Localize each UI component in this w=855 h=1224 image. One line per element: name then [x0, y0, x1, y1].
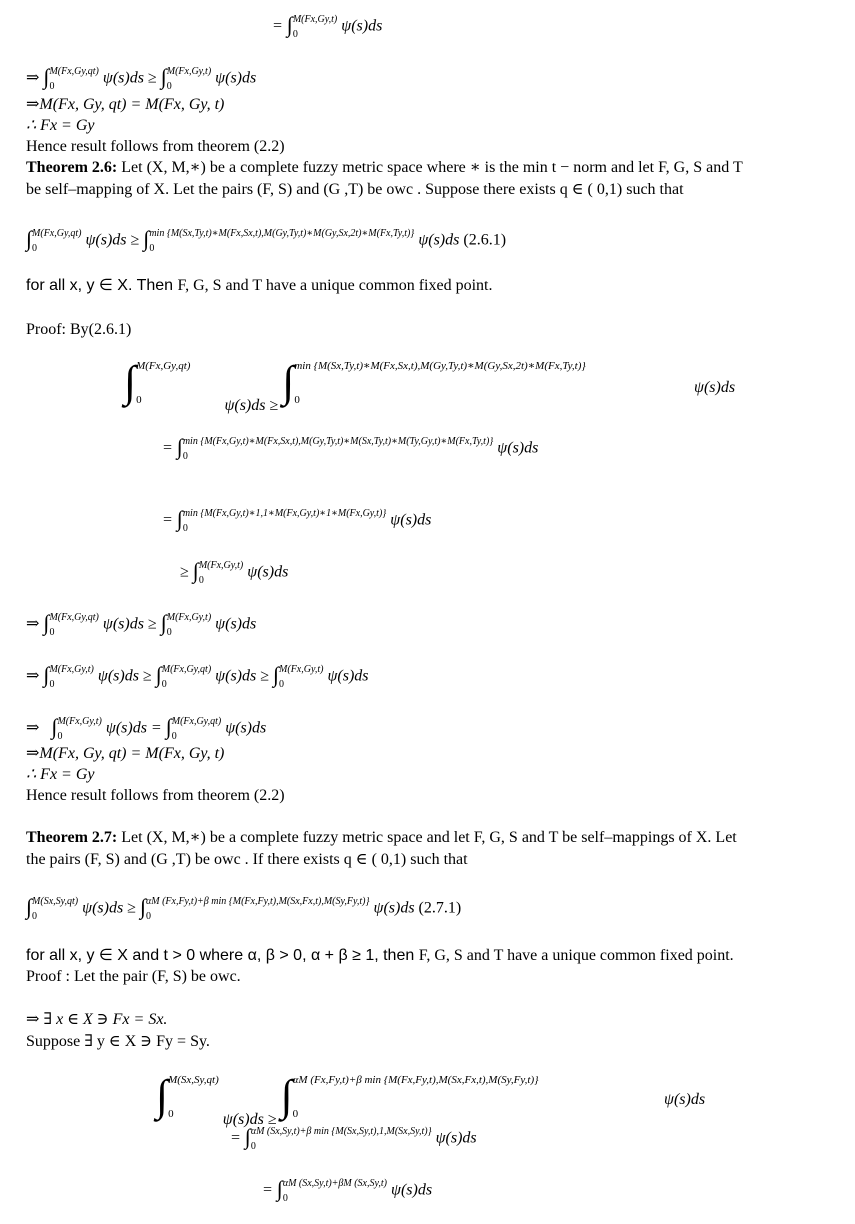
upper-limit: M(Fx,Gy,t) — [166, 612, 212, 623]
upper-limit: M(Fx,Gy,t) — [279, 664, 324, 675]
integrand: ψ(s)ds — [215, 615, 257, 633]
forall-text-a: for all x, y ∈ X and t > 0 where α, β > 0, α + β ≥ 1, then — [26, 947, 419, 964]
integral-sign: ∫ — [139, 894, 146, 919]
lower-limit: 0 — [168, 1108, 174, 1120]
integral-sign: ∫ — [143, 226, 150, 251]
ge-sign: ≥ — [127, 899, 136, 917]
lower-limit: 0 — [171, 731, 177, 742]
lower-limit: 0 — [49, 627, 55, 638]
integrand: ψ(s)ds — [102, 69, 144, 87]
integrand: ψ(s)ds — [224, 397, 266, 414]
eq-line-2 — [26, 66, 256, 92]
integrand: ψ(s)ds — [327, 667, 369, 685]
integral-sign: ∫ — [26, 894, 33, 919]
proof-line-2 — [162, 436, 538, 462]
integral — [156, 1071, 219, 1120]
proof27-line-4 — [230, 1126, 477, 1152]
ge-sign: ≥ — [267, 1111, 277, 1128]
proof-line-9: ∴ Fx = Gy — [26, 766, 95, 783]
upper-limit: αM (Fx,Fy,t)+β min {M(Fx,Fy,t),M(Sx,Fx,t),M(Sy,Fy,t)} — [145, 896, 370, 907]
integral — [124, 357, 191, 406]
integral — [280, 1071, 539, 1120]
implies: ⇒ — [26, 719, 40, 737]
integrand: ψ(s)ds — [418, 231, 460, 249]
integral-sign: ∫ — [160, 610, 167, 635]
integrand: ψ(s)ds — [222, 1111, 264, 1128]
lower-limit: 0 — [166, 627, 172, 638]
lower-limit: 0 — [32, 911, 38, 922]
lower-limit: 0 — [182, 523, 188, 534]
upper-limit: M(Fx,Gy,qt) — [49, 612, 99, 623]
upper-limit: M(Fx,Gy,qt) — [136, 360, 191, 372]
proof27-line-5 — [262, 1178, 432, 1204]
equation-2-7-1 — [26, 896, 461, 922]
integrand: ψ(s)ds — [215, 69, 257, 87]
forall-text-b: F, G, S and T have a unique common fixed point. — [418, 947, 734, 964]
integrand: ψ(s)ds — [82, 899, 124, 917]
lower-limit: 0 — [166, 81, 172, 92]
integral-sign: ∫ — [273, 662, 280, 687]
forall-line-2-6 — [26, 276, 492, 296]
integrand: ψ(s)ds — [102, 615, 144, 633]
integral — [43, 66, 98, 92]
proof27-line-3-integrand: ψ(s)ds — [664, 1091, 706, 1108]
integral — [273, 664, 323, 690]
proof27-line-1: ⇒ ∃ x ∈ X ∋ Fx = Sx. — [26, 1011, 168, 1028]
integral — [287, 14, 337, 40]
eq-sign: = — [230, 1129, 241, 1147]
integral-sign: ∫ — [280, 1071, 293, 1120]
ge-sign: ≥ — [269, 397, 279, 414]
ge-sign: ≥ — [260, 667, 269, 685]
proof-line-1-integrand: ψ(s)ds — [694, 379, 736, 396]
eq-sign: = — [162, 511, 173, 529]
upper-limit: M(Fx,Gy,qt) — [161, 664, 212, 675]
integral — [193, 560, 243, 586]
forall-text-a: for all x, y ∈ X. Then — [26, 277, 178, 294]
integral — [166, 716, 221, 742]
theorem-2-7-line-2: the pairs (F, S) and (G ,T) be owc . If there exists q ∈ ( 0,1) such that — [26, 851, 468, 868]
proof-line-1 — [124, 357, 586, 414]
integral-sign: ∫ — [276, 1176, 283, 1201]
ge-sign: ≥ — [180, 563, 189, 581]
integral — [282, 357, 586, 406]
eq-sign: = — [262, 1181, 273, 1199]
integral — [143, 228, 414, 254]
proof-line-5 — [26, 612, 256, 638]
proof-2-6-label: Proof: By(2.6.1) — [26, 321, 132, 338]
conclusion-line: Hence result follows from theorem (2.2) — [26, 138, 285, 155]
upper-limit: M(Fx,Gy,t) — [57, 716, 102, 727]
equation-number: (2.6.1) — [463, 231, 507, 249]
proof-line-3 — [162, 508, 431, 534]
integrand: ψ(s)ds — [373, 899, 415, 917]
integrand: ψ(s)ds — [435, 1129, 477, 1147]
eq-sign: = — [150, 719, 162, 737]
integral-sign: ∫ — [155, 662, 162, 687]
integrand: ψ(s)ds — [97, 667, 139, 685]
integrand: ψ(s)ds — [497, 439, 539, 457]
integral-sign: ∫ — [43, 64, 50, 89]
proof-line-4 — [180, 560, 288, 586]
proof-conclusion: Hence result follows from theorem (2.2) — [26, 787, 285, 804]
integral-sign: ∫ — [165, 714, 172, 739]
integrand: ψ(s)ds — [341, 17, 383, 35]
upper-limit: M(Fx,Gy,t) — [292, 14, 338, 25]
eq-line-4: ∴ Fx = Gy — [26, 117, 95, 134]
integral — [161, 612, 211, 638]
lower-limit: 0 — [32, 243, 38, 254]
ge-sign: ≥ — [147, 615, 157, 633]
lower-limit: 0 — [136, 394, 142, 406]
integral — [277, 1178, 387, 1204]
theorem-2-7-label: Theorem 2.7: — [26, 829, 118, 846]
forall-line-2-7 — [26, 946, 734, 966]
integrand: ψ(s)ds — [85, 231, 127, 249]
ge-sign: ≥ — [130, 231, 140, 249]
integral-sign: ∫ — [26, 226, 33, 251]
integral-sign: ∫ — [192, 558, 199, 583]
integrand: ψ(s)ds — [215, 667, 257, 685]
lower-limit: 0 — [292, 29, 298, 40]
integral — [51, 716, 101, 742]
proof-line-7 — [26, 716, 266, 742]
integral — [177, 436, 494, 462]
integral — [43, 664, 93, 690]
integral — [43, 612, 98, 638]
upper-limit: M(Sx,Sy,qt) — [168, 1074, 219, 1086]
lower-limit: 0 — [149, 243, 155, 254]
upper-limit: min {M(Sx,Ty,t)∗M(Fx,Sx,t),M(Gy,Ty,t)∗M(Gy,Sx,2t)∗M(Fx,Ty,t)} — [294, 360, 586, 372]
implies: ⇒ — [26, 667, 40, 685]
integrand: ψ(s)ds — [390, 511, 432, 529]
upper-limit: αM (Fx,Fy,t)+β min {M(Fx,Fy,t),M(Sx,Fx,t),M(Sy,Fy,t)} — [292, 1074, 539, 1086]
integral — [140, 896, 370, 922]
upper-limit: min {M(Sx,Ty,t)∗M(Fx,Sx,t),M(Gy,Ty,t)∗M(Gy,Sx,2t)∗M(Fx,Ty,t)} — [149, 228, 415, 239]
eq-sign: = — [272, 17, 283, 35]
integral-sign: ∫ — [160, 64, 167, 89]
upper-limit: M(Fx,Gy,qt) — [32, 228, 82, 239]
ge-sign: ≥ — [142, 667, 152, 685]
integral-sign: ∫ — [244, 1124, 251, 1149]
integral-sign: ∫ — [43, 662, 50, 687]
integrand: ψ(s)ds — [247, 563, 289, 581]
upper-limit: M(Fx,Gy,t) — [166, 66, 212, 77]
integral — [26, 896, 78, 922]
integral — [245, 1126, 432, 1152]
ge-sign: ≥ — [147, 69, 157, 87]
equation-number: (2.7.1) — [418, 899, 462, 917]
upper-limit: αM (Sx,Sy,t)+βM (Sx,Sy,t) — [282, 1178, 387, 1189]
theorem-2-6-line-1 — [26, 158, 743, 178]
upper-limit: M(Fx,Gy,t) — [49, 664, 94, 675]
eq-sign: = — [162, 439, 173, 457]
lower-limit: 0 — [57, 731, 63, 742]
theorem-2-7-text-a: Let (X, M,∗) be a complete fuzzy metric space and let F, G, S and T be self–mappings of X. Let — [117, 829, 737, 846]
integrand: ψ(s)ds — [391, 1181, 433, 1199]
upper-limit: M(Sx,Sy,qt) — [32, 896, 79, 907]
integral-sign: ∫ — [43, 610, 50, 635]
upper-limit: αM (Sx,Sy,t)+β min {M(Sx,Sy,t),1,M(Sx,Sy,t)} — [250, 1126, 432, 1137]
upper-limit: min {M(Fx,Gy,t)∗M(Fx,Sx,t),M(Gy,Ty,t)∗M(Sx,Ty,t)∗M(Ty,Gy,t)∗M(Fx,Ty,t)} — [182, 436, 494, 447]
upper-limit: M(Fx,Gy,t) — [198, 560, 244, 571]
integral-sign: ∫ — [124, 357, 137, 406]
theorem-2-6-text-a: Let (X, M,∗) be a complete fuzzy metric space where ∗ is the min t − norm and let F, G, S and T — [117, 159, 743, 176]
integral — [26, 228, 81, 254]
lower-limit: 0 — [182, 451, 188, 462]
lower-limit: 0 — [49, 81, 55, 92]
proof-2-7-label: Proof : Let the pair (F, S) be owc. — [26, 968, 241, 985]
integral-sign: ∫ — [51, 714, 58, 739]
lower-limit: 0 — [145, 911, 151, 922]
implies: ⇒ — [26, 615, 40, 633]
eq-line-1 — [272, 14, 382, 40]
lower-limit: 0 — [161, 679, 167, 690]
integral-sign: ∫ — [156, 1071, 169, 1120]
equation-2-6-1 — [26, 228, 506, 254]
implies: ⇒ — [26, 69, 40, 87]
lower-limit: 0 — [292, 1108, 299, 1120]
lower-limit: 0 — [49, 679, 55, 690]
theorem-2-6-line-2: be self–mapping of X. Let the pairs (F, S) and (G ,T) be owc . Suppose there exists q ∈ ( 0,1) such that — [26, 181, 684, 198]
lower-limit: 0 — [294, 394, 300, 406]
upper-limit: M(Fx,Gy,qt) — [171, 716, 222, 727]
proof-line-8: ⇒M(Fx, Gy, qt) = M(Fx, Gy, t) — [26, 745, 225, 762]
integral — [161, 66, 211, 92]
lower-limit: 0 — [279, 679, 285, 690]
forall-text-b: F, G, S and T have a unique common fixed point. — [177, 277, 493, 294]
integral-sign: ∫ — [286, 12, 293, 37]
eq-line-3: ⇒M(Fx, Gy, qt) = M(Fx, Gy, t) — [26, 96, 225, 113]
upper-limit: min {M(Fx,Gy,t)∗1,1∗M(Fx,Gy,t)∗1∗M(Fx,Gy,t)} — [182, 508, 387, 519]
integrand: ψ(s)ds — [105, 719, 147, 737]
lower-limit: 0 — [250, 1141, 256, 1152]
lower-limit: 0 — [282, 1193, 288, 1204]
integrand: ψ(s)ds — [225, 719, 267, 737]
integral-sign: ∫ — [282, 357, 295, 406]
theorem-2-6-label: Theorem 2.6: — [26, 159, 118, 176]
integral-sign: ∫ — [176, 434, 183, 459]
integral-sign: ∫ — [176, 506, 183, 531]
upper-limit: M(Fx,Gy,qt) — [49, 66, 99, 77]
integral — [177, 508, 387, 534]
integral — [156, 664, 211, 690]
theorem-2-7-line-1 — [26, 828, 737, 848]
proof27-line-3 — [156, 1071, 539, 1128]
lower-limit: 0 — [198, 575, 204, 586]
proof27-line-2: Suppose ∃ y ∈ X ∋ Fy = Sy. — [26, 1033, 210, 1050]
proof-line-6 — [26, 664, 369, 690]
